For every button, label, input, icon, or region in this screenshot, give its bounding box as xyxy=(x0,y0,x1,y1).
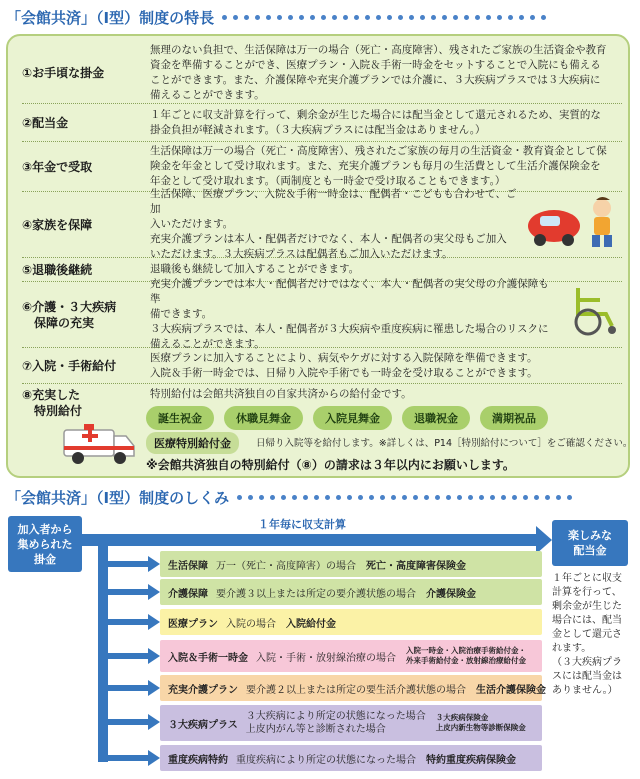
flow-row-enhanced-care xyxy=(160,675,546,701)
feature-label: ①お手頃な掛金 xyxy=(22,65,105,80)
feature-label: ⑥介護・３大疾病 保障の充実 xyxy=(22,299,117,330)
flow-name: ３大疾病プラス xyxy=(168,719,238,731)
flow-benefit: 生活介護保険金 xyxy=(476,684,546,696)
feature-text: 生活保障、医療プラン、入院＆手術一時金は、配偶者・こどもも合わせて、ご加 入いただけます。 充実介護プランは本人・配偶者だけでなく、本人・配偶者の実父母もご加入 いただけます。３大疾病プラスは配偶者もご加入いただけます。 xyxy=(150,188,517,260)
feature-text: 退職後も継続して加入することができます。 xyxy=(150,263,360,275)
flow-name: 入院＆手術一時金 xyxy=(168,652,248,664)
flow-condition: 万一（死亡・高度障害）の場合 xyxy=(216,560,356,572)
flow-name: 充実介護プラン xyxy=(168,684,238,696)
flow-benefit: 介護保険金 xyxy=(426,588,476,600)
feature-text: 医療プランに加入することにより、病気やケガに対する入院保障を準備できます。 入院＆手術一時金では、日帰り入院や手術でも一時金を受け取ることができます。 xyxy=(150,351,538,379)
feature-label: ②配当金 xyxy=(22,115,69,130)
flow-row-three-diseases xyxy=(160,705,542,741)
feature-text: 無理のない負担で、生活保障は万一の場合（死亡・高度障害）、残されたご家族の生活資金や教育 資金を準備することができ、医療プラン・入院＆手術一時金をセットすることで入院にも備える ことができます。また、介護保障や充実介護プランでは介護に、３大疾病プラスでは３大疾病に 備えることができます。 xyxy=(150,43,607,101)
benefit-pill: 満期祝品 xyxy=(480,406,548,430)
flow-condition: 入院・手術・放射線治療の場合 xyxy=(256,652,396,664)
flow-row-medical xyxy=(160,609,542,635)
feature-label: ③年金で受取 xyxy=(22,159,93,174)
dividend-note: １年ごとに収支 計算を行って、 剰余金が生じた 場合には、配当 金として還元さ れます。 （３大疾病プラ スには配当金は ありません。） xyxy=(552,573,622,696)
flow-name: 生活保障 xyxy=(168,560,208,572)
flow-name: 医療プラン xyxy=(168,618,218,630)
annual-calc-label: １年毎に収支計算 xyxy=(258,518,346,531)
feature-text: 生活保障は万一の場合（死亡・高度障害）、残されたご家族の毎月の生活資金・教育資金として保 険金を年金として受け取れます。また、充実介護プランも毎月の生活費として生活介護保険金を 年金として受け取れます。（両制度とも一時金で受け取ることもできます。） xyxy=(150,145,607,187)
flow-row-severe-disease xyxy=(160,745,542,771)
feature-label: ④家族を保障 xyxy=(22,217,93,232)
flow-benefit: 死亡・高度障害保険金 xyxy=(366,560,466,572)
feature-label: ⑧充実した 特別給付 xyxy=(22,388,83,418)
flow-name: 重度疾病特約 xyxy=(168,754,228,766)
flow-name: 介護保障 xyxy=(168,588,208,600)
medical-special-label: 医療特別給付金 xyxy=(146,432,239,454)
benefit-pill: 入院見舞金 xyxy=(313,406,392,430)
flow-row-care xyxy=(160,579,542,605)
flow-condition: 要介護２以上または所定の要生活介護状態の場合 xyxy=(246,684,466,696)
section-title: 「会館共済」（Ⅰ型）制度のしくみ xyxy=(6,488,230,507)
benefit-pill: 誕生祝金 xyxy=(146,406,214,430)
feature-text: 充実介護プランでは本人・配偶者だけではなく、本人・配偶者の実父母の介護保障も準 備できます。 ３大疾病プラスでは、本人・配偶者が３大疾病や重度疾病に罹患した場合のリスクに 備えることができます。 xyxy=(150,278,549,350)
claim-notice: ※会館共済独自の特別給付（⑧）の請求は３年以内にお願いします。 xyxy=(146,458,515,472)
feature-text: １年ごとに収支計算を行って、剰余金が生じた場合には配当金として還元されるため、実質的な 掛金負担が軽減されます。（３大疾病プラスには配当金はありません。） xyxy=(150,108,601,136)
flow-benefit: ３大疾病保険金 上皮内新生物等診断保険金 xyxy=(435,713,526,732)
flow-condition: 重度疾病により所定の状態になった場合 xyxy=(236,754,416,766)
feature-label: ⑦入院・手術給付 xyxy=(22,358,117,373)
flow-benefit: 特約重度疾病保険金 xyxy=(426,754,516,766)
flow-benefit: 入院一時金・入院治療手術給付金・ 外来手術給付金・放射線治療給付金 xyxy=(406,646,526,665)
medical-special-note: 日帰り入院等を給付します。※詳しくは、P14［特別給付について］をご確認ください。 xyxy=(256,438,633,449)
section-title: 「会館共済」（Ⅰ型）制度の特長 xyxy=(6,8,215,27)
benefit-pill: 退職祝金 xyxy=(402,406,470,430)
flow-condition: ３大疾病により所定の状態になった場合 上皮内がん等と診断された場合 xyxy=(245,711,426,735)
premium-source-box: 加入者から 集められた 掛金 xyxy=(8,516,82,572)
benefit-pill: 休職見舞金 xyxy=(224,406,303,430)
dividend-box: 楽しみな 配当金 xyxy=(552,520,628,566)
flow-benefit: 入院給付金 xyxy=(286,618,336,630)
feature-label: ⑤退職後継続 xyxy=(22,262,93,277)
flow-row-life xyxy=(160,551,542,577)
flow-row-hospital-surgery xyxy=(160,640,542,672)
feature-text: 特別給付は会館共済独自の自家共済からの給付金です。 xyxy=(150,388,412,400)
flow-condition: 入院の場合 xyxy=(226,618,276,630)
flow-condition: 要介護３以上または所定の要介護状態の場合 xyxy=(216,588,416,600)
